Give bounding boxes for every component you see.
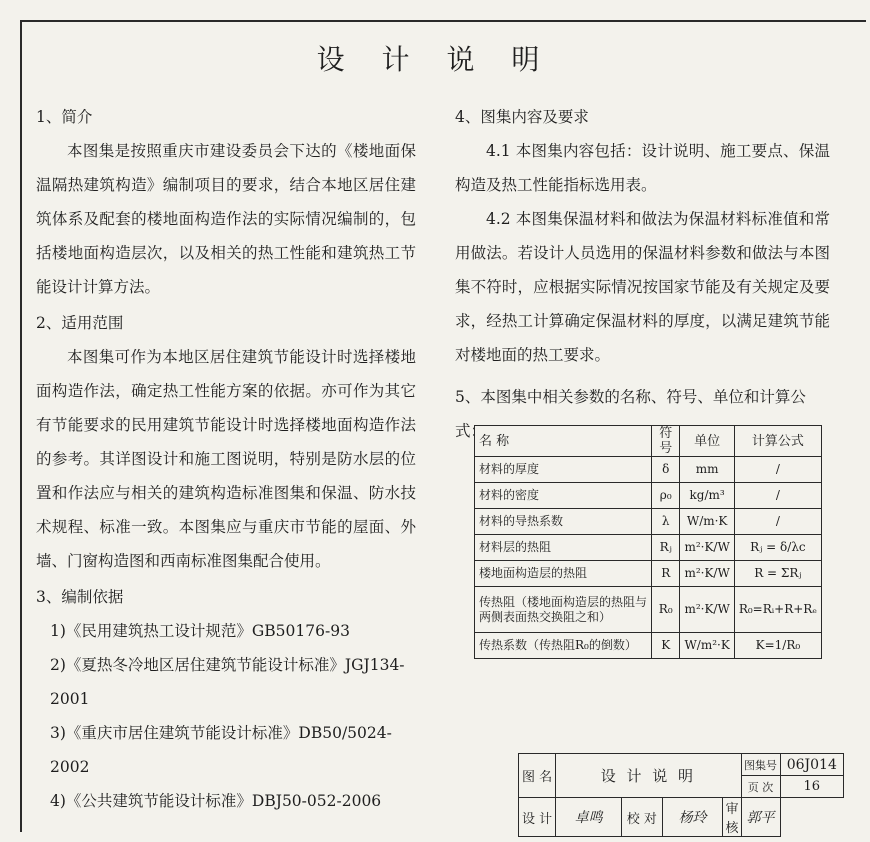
reference-4: 4)《公共建筑节能设计标准》DBJ50-052-2006: [50, 792, 382, 810]
label-design: 设 计: [519, 798, 556, 837]
cell-formula: /: [734, 509, 821, 535]
label-page: 页 次: [741, 776, 780, 798]
section-2-heading: 2、适用范围: [36, 314, 124, 332]
cell-formula: Rⱼ = δ/λc: [734, 535, 821, 561]
cell-unit: W/m²·K: [680, 633, 734, 659]
cell-name: 楼地面构造层的热阻: [475, 561, 652, 587]
reference-3: 3)《重庆市居住建筑节能设计标准》DB50/5024-2002: [50, 724, 392, 776]
atlas-number: 06J014: [780, 754, 843, 776]
cell-formula: K=1/R₀: [734, 633, 821, 659]
section-4-2-text: 4.2 本图集保温材料和做法为保温材料标准值和常用做法。若设计人员选用的保温材料参数和做法与本图集不符时，应根据实际情况按国家节能及有关规定及要求，经热工计算确定保温材料的厚度，以满足建筑节能对楼地面的热工要求。: [455, 210, 830, 364]
table-row: [475, 561, 822, 587]
table-row: [475, 633, 822, 659]
title-block: [518, 753, 844, 837]
label-atlas-no: 图集号: [741, 754, 780, 776]
section-4-heading: 4、图集内容及要求: [455, 108, 589, 126]
left-column: [36, 100, 416, 818]
label-review: 审 核: [723, 798, 741, 837]
right-column: [455, 100, 830, 448]
cell-name: 材料的厚度: [475, 457, 652, 483]
section-3-heading: 3、编制依据: [36, 588, 124, 606]
cell-symbol: K: [652, 633, 680, 659]
label-drawing-name: 图 名: [519, 754, 556, 798]
drawing-name: 设 计 说 明: [556, 754, 741, 798]
page-title: 设 计 说 明: [316, 43, 554, 76]
cell-formula: /: [734, 483, 821, 509]
table-row: [475, 457, 822, 483]
designer-signature: 卓鸣: [556, 798, 622, 837]
title-block-row: [519, 798, 844, 837]
title-block-row: [519, 754, 844, 776]
table-header-row: [475, 426, 822, 457]
header-symbol: 符号: [652, 426, 680, 457]
table-row: [475, 509, 822, 535]
reference-1: 1)《民用建筑热工设计规范》GB50176-93: [50, 622, 350, 640]
header-unit: 单位: [680, 426, 734, 457]
reference-2: 2)《夏热冬冷地区居住建筑节能设计标准》JGJ134-2001: [50, 656, 405, 708]
cell-formula: R = ΣRⱼ: [734, 561, 821, 587]
checker-signature: 杨玲: [662, 798, 723, 837]
cell-symbol: λ: [652, 509, 680, 535]
page-number: 16: [780, 776, 843, 798]
reviewer-signature: 郭平: [741, 798, 780, 837]
table-row: [475, 587, 822, 633]
label-check: 校 对: [622, 798, 663, 837]
cell-name: 材料的导热系数: [475, 509, 652, 535]
cell-name: 传热系数（传热阻R₀的倒数）: [475, 633, 652, 659]
section-1-text: 本图集是按照重庆市建设委员会下达的《楼地面保温隔热建筑构造》编制项目的要求，结合本地区居住建筑体系及配套的楼地面构造作法的实际情况编制的，包括楼地面构造层次，以及相关的热工性能和建筑热工节能设计计算方法。: [36, 142, 416, 296]
section-4-1-text: 4.1 本图集内容包括：设计说明、施工要点、保温构造及热工性能指标选用表。: [455, 142, 830, 194]
cell-unit: m²·K/W: [680, 587, 734, 633]
cell-unit: mm: [680, 457, 734, 483]
section-2-text: 本图集可作为本地区居住建筑节能设计时选择楼地面构造作法，确定热工性能方案的依据。亦可作为其它有节能要求的民用建筑节能设计时选择楼地面构造作法的参考。其详图设计和施工图说明，特别是防水层的位置和作法应与相关的建筑构造标准图集和保温、防水技术规程、标准一致。本图集应与重庆市节能的屋面、外墙、门窗构造图和西南标准图集配合使用。: [36, 348, 416, 570]
cell-name: 材料层的热阻: [475, 535, 652, 561]
cell-symbol: δ: [652, 457, 680, 483]
cell-symbol: R: [652, 561, 680, 587]
cell-symbol: Rⱼ: [652, 535, 680, 561]
table-row: [475, 535, 822, 561]
cell-formula: R₀=Rᵢ+R+Rₑ: [734, 587, 821, 633]
section-5-heading: 5、本图集中相关参数的名称、符号、单位和计算公式：: [455, 388, 806, 440]
header-formula: 计算公式: [734, 426, 821, 457]
section-1-heading: 1、简介: [36, 108, 93, 126]
cell-name: 材料的密度: [475, 483, 652, 509]
cell-symbol: ρ₀: [652, 483, 680, 509]
cell-symbol: R₀: [652, 587, 680, 633]
cell-unit: m²·K/W: [680, 561, 734, 587]
header-name: 名 称: [475, 426, 652, 457]
parameters-table: [474, 425, 822, 659]
cell-unit: W/m·K: [680, 509, 734, 535]
cell-formula: /: [734, 457, 821, 483]
cell-unit: kg/m³: [680, 483, 734, 509]
table-row: [475, 483, 822, 509]
cell-unit: m²·K/W: [680, 535, 734, 561]
cell-name: 传热阻（楼地面构造层的热阻与两侧表面热交换阻之和）: [475, 587, 652, 633]
